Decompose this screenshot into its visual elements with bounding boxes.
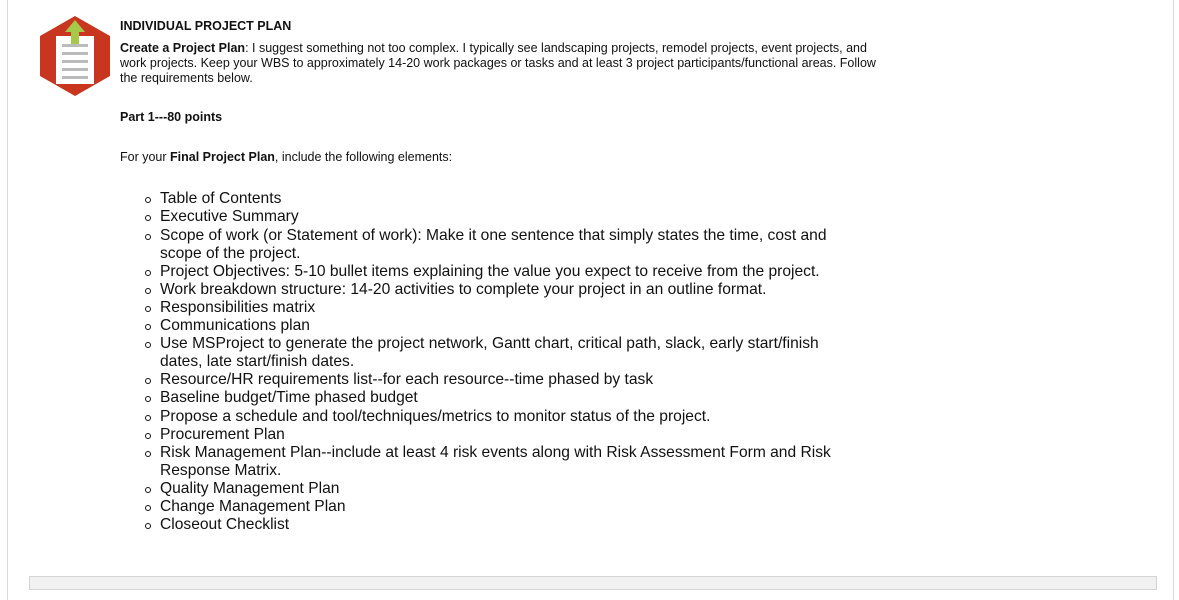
bottom-panel-edge bbox=[29, 576, 1157, 590]
list-item: Quality Management Plan bbox=[160, 480, 860, 498]
list-item: Table of Contents bbox=[160, 190, 860, 208]
list-item: Use MSProject to generate the project network, Gantt chart, critical path, slack, early start/finish dates, late start/finish dates. bbox=[160, 335, 860, 371]
intro-text: : I suggest something not too complex. I typically see landscaping projects, remodel projects, event projects, and work projects. Keep your WBS to approximately 14-20 work packages or tasks and at least 3 project participants/functional areas. Follow the requirements below. bbox=[120, 41, 876, 85]
list-item: Work breakdown structure: 14-20 activities to complete your project in an outline format. bbox=[160, 281, 860, 299]
final-plan-bold: Final Project Plan bbox=[170, 150, 275, 165]
list-item: Closeout Checklist bbox=[160, 516, 860, 534]
intro-lead: Create a Project Plan bbox=[120, 41, 246, 55]
assignment-content bbox=[120, 19, 880, 534]
list-item: Executive Summary bbox=[160, 208, 860, 226]
list-item: Project Objectives: 5-10 bullet items explaining the value you expect to receive from the project. bbox=[160, 263, 860, 281]
part-heading: Part 1---80 points bbox=[120, 110, 223, 125]
list-item: Procurement Plan bbox=[160, 426, 860, 444]
list-item: Baseline budget/Time phased budget bbox=[160, 389, 860, 407]
list-item: Communications plan bbox=[160, 317, 860, 335]
assignment-document-icon bbox=[38, 14, 112, 98]
list-item: Change Management Plan bbox=[160, 498, 860, 516]
intro-paragraph bbox=[120, 41, 880, 85]
list-item: Propose a schedule and tool/techniques/metrics to monitor status of the project. bbox=[160, 408, 860, 426]
final-plan-instruction: For your Final Project Plan, include the following elements: bbox=[120, 150, 453, 165]
list-item: Responsibilities matrix bbox=[160, 299, 860, 317]
page-title: INDIVIDUAL PROJECT PLAN bbox=[120, 19, 292, 33]
list-item: Risk Management Plan--include at least 4 risk events along with Risk Assessment Form and Risk Response Matrix. bbox=[160, 444, 860, 480]
requirements-list bbox=[120, 190, 860, 534]
list-item: Scope of work (or Statement of work): Make it one sentence that simply states the time, cost and scope of the project. bbox=[160, 227, 860, 263]
list-item: Resource/HR requirements list--for each resource--time phased by task bbox=[160, 371, 860, 389]
